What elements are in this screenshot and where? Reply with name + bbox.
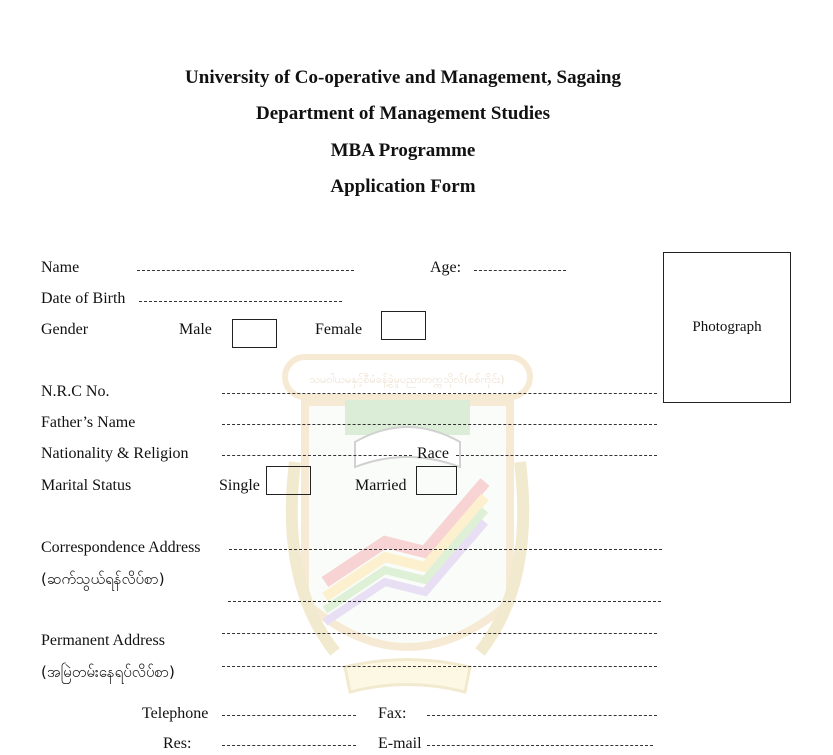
name-label: Name xyxy=(41,259,80,276)
gender-label: Gender xyxy=(41,321,89,338)
res-field[interactable] xyxy=(222,745,356,746)
male-label: Male xyxy=(179,321,212,338)
correspondence-address-field-1[interactable] xyxy=(229,549,662,550)
correspondence-address-label: Correspondence Address xyxy=(41,539,201,556)
telephone-field[interactable] xyxy=(222,715,356,716)
photograph-box[interactable] xyxy=(663,252,791,403)
permanent-address-label: Permanent Address xyxy=(41,632,165,649)
marital-status-label: Marital Status xyxy=(41,477,132,494)
correspondence-address-field-2[interactable] xyxy=(228,601,661,602)
father-name-field[interactable] xyxy=(222,424,657,425)
correspondence-address-my-label: (ဆက်သွယ်ရန်လိပ်စာ) xyxy=(41,570,165,588)
res-label: Res: xyxy=(163,735,192,752)
race-label: Race xyxy=(417,445,449,462)
permanent-address-field-2[interactable] xyxy=(222,666,657,667)
single-checkbox[interactable] xyxy=(266,466,311,495)
department-title: Department of Management Studies xyxy=(256,103,550,124)
nrc-label: N.R.C No. xyxy=(41,383,110,400)
email-field[interactable] xyxy=(427,745,653,746)
father-name-label: Father’s Name xyxy=(41,414,136,431)
watermark-text: သမဝါယမနှင့်စီမံခန့်ခွဲမှုပညာတက္ကသိုလ်(စစ်ကိုင်း) xyxy=(309,373,505,386)
university-title: University of Co-operative and Management, Sagaing xyxy=(185,67,621,88)
nationality-field[interactable] xyxy=(222,455,412,456)
age-label: Age: xyxy=(430,259,462,276)
married-label: Married xyxy=(355,477,407,494)
fax-field[interactable] xyxy=(427,715,657,716)
permanent-address-field-1[interactable] xyxy=(222,633,657,634)
dob-field[interactable] xyxy=(139,301,342,302)
race-field[interactable] xyxy=(456,455,657,456)
telephone-label: Telephone xyxy=(142,705,209,722)
nrc-field[interactable] xyxy=(222,393,657,394)
photograph-label: Photograph xyxy=(692,319,762,335)
email-label: E-mail xyxy=(378,735,422,752)
single-label: Single xyxy=(219,477,260,494)
nationality-label: Nationality & Religion xyxy=(41,445,189,462)
programme-title: MBA Programme xyxy=(330,140,476,161)
female-label: Female xyxy=(315,321,363,338)
form-title: Application Form xyxy=(330,176,476,197)
dob-label: Date of Birth xyxy=(41,290,126,307)
age-field[interactable] xyxy=(474,270,566,271)
university-seal-watermark xyxy=(275,352,540,697)
permanent-address-my-label: (အမြဲတမ်းနေရပ်လိပ်စာ) xyxy=(41,663,175,681)
name-field[interactable] xyxy=(137,270,354,271)
fax-label: Fax: xyxy=(378,705,407,722)
male-checkbox[interactable] xyxy=(232,319,277,348)
female-checkbox[interactable] xyxy=(381,311,426,340)
married-checkbox[interactable] xyxy=(416,466,457,495)
